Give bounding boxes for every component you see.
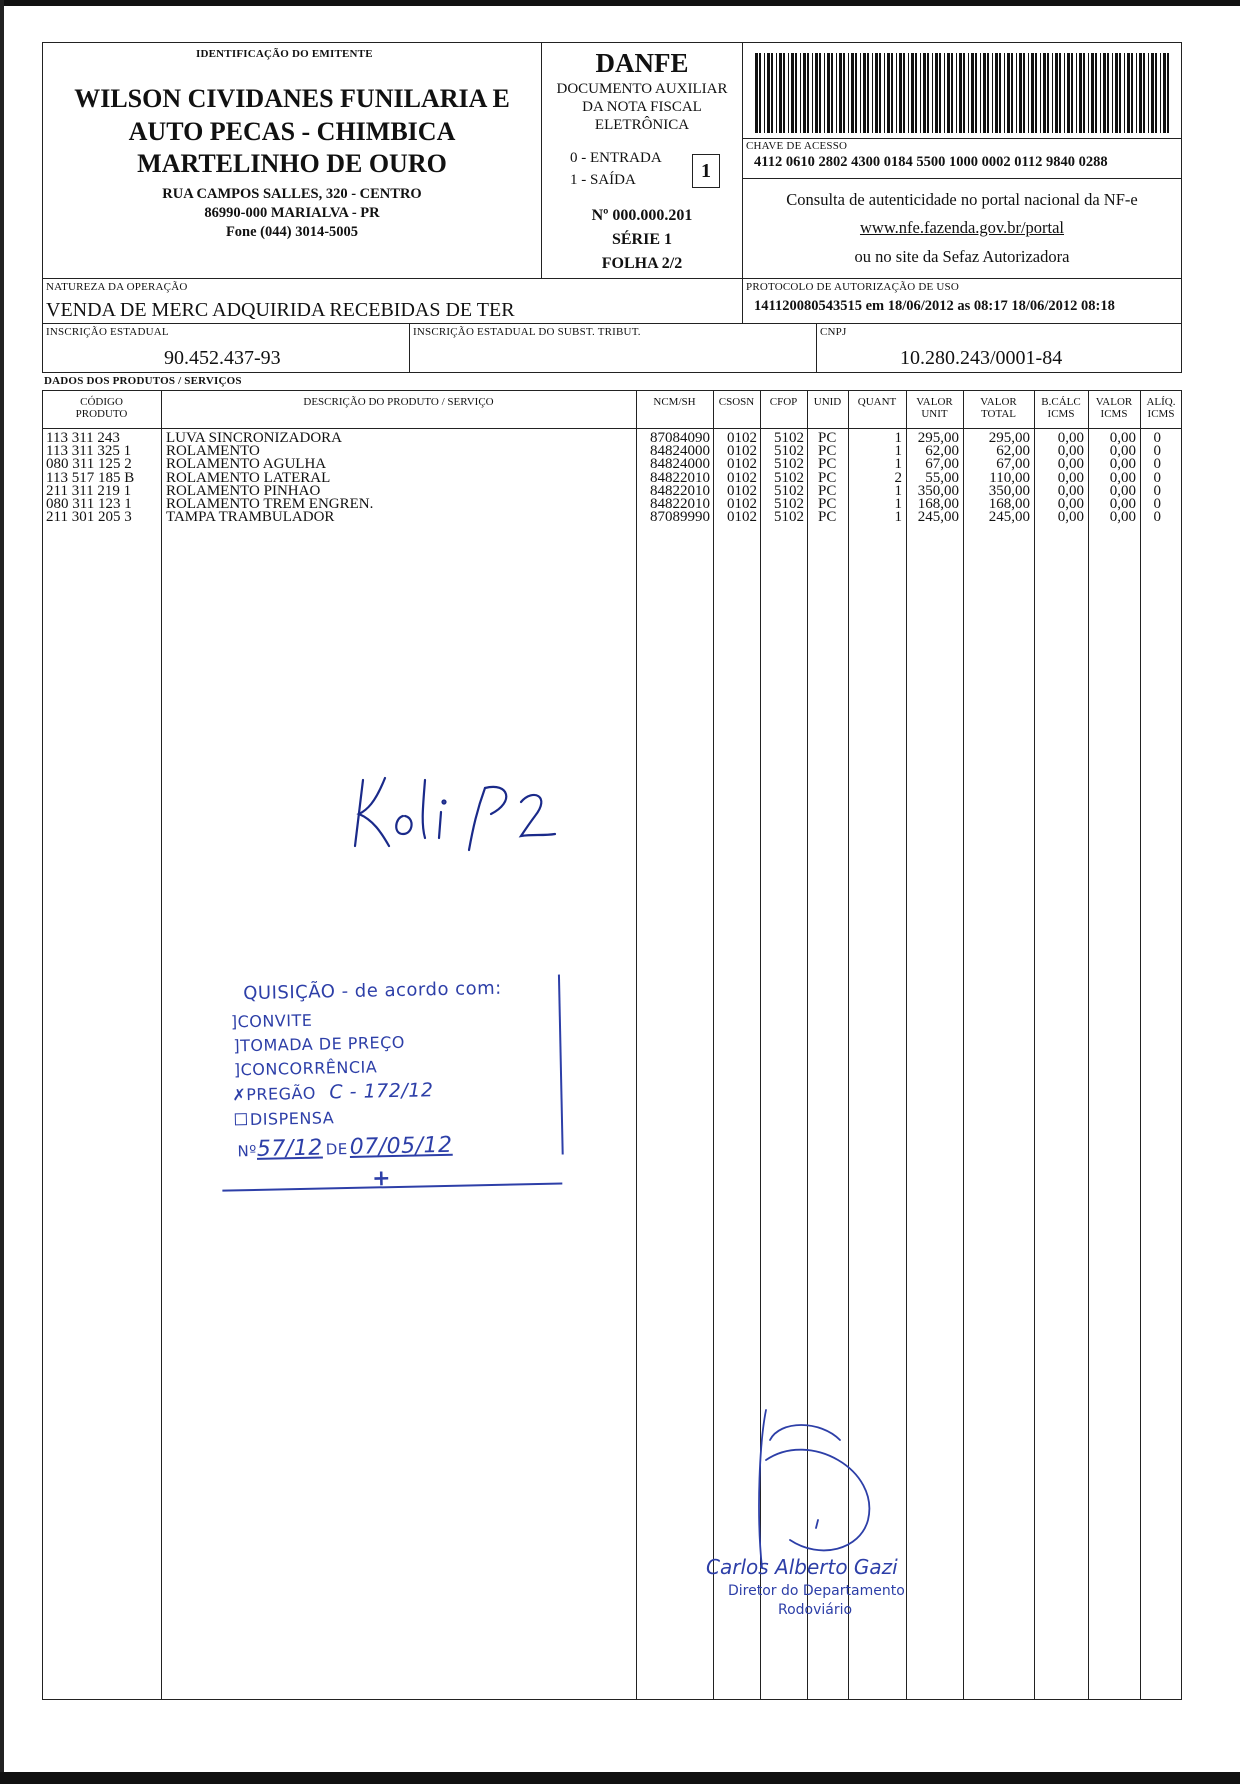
barcode-bar	[1139, 53, 1142, 133]
produtos-table	[42, 390, 1182, 1700]
col-divider	[1088, 390, 1089, 1700]
barcode-bar	[995, 53, 998, 133]
cell-vtotal: 110,00	[989, 469, 1030, 486]
cell-quant: 2	[894, 469, 902, 486]
barcode-bar	[860, 53, 861, 133]
barcode-bar	[767, 53, 770, 133]
barcode-bar	[911, 53, 914, 133]
barcode-bar	[1059, 53, 1061, 133]
barcode-bar	[836, 53, 837, 133]
header-vicms-line2: ICMS	[1100, 408, 1128, 420]
cell-vtotal: 62,00	[996, 443, 1030, 460]
cell-cfop: 5102	[774, 430, 804, 446]
barcode-bar	[812, 53, 813, 133]
cell-ncm: 84822010	[650, 496, 710, 512]
cell-codigo: 113 311 243	[46, 430, 120, 446]
barcode-bar	[872, 53, 873, 133]
emitente-address-line2: 86990-000 MARIALVA - PR	[204, 205, 380, 221]
signature-title-line2: Rodoviário	[778, 1602, 853, 1618]
natureza-label: NATUREZA DA OPERAÇÃO	[46, 281, 188, 293]
cell-csosn: 0102	[727, 509, 757, 526]
barcode-bar	[956, 53, 957, 133]
cell-cfop: 5102	[774, 469, 804, 486]
header-bcalc-line2: ICMS	[1047, 408, 1075, 420]
cell-unid: PC	[818, 509, 837, 526]
barcode-bar	[843, 53, 845, 133]
barcode-bar	[983, 53, 986, 133]
cell-vicms: 0,00	[1109, 443, 1136, 460]
cell-vunit: 55,00	[925, 469, 959, 486]
danfe-numero: Nº 000.000.201	[591, 207, 693, 224]
cell-aliq: 0	[1153, 496, 1161, 512]
barcode-bar	[764, 53, 765, 133]
stamp-line7	[237, 1132, 453, 1162]
barcode-bar	[1019, 53, 1022, 133]
barcode-bar	[1167, 53, 1169, 133]
barcode-bar	[839, 53, 842, 133]
barcode-bar	[1079, 53, 1082, 133]
cell-quant: 1	[894, 509, 902, 526]
barcode-bar	[1148, 53, 1149, 133]
barcode-bar	[992, 53, 993, 133]
cell-bcalc: 0,00	[1057, 456, 1084, 473]
stamp-date: 07/05/12	[349, 1132, 453, 1160]
barcode-bar	[935, 53, 938, 133]
header-vunit-line2: UNIT	[921, 408, 948, 420]
barcode-bar	[776, 53, 777, 133]
header-codigo-line2: PRODUTO	[75, 408, 128, 420]
barcode-bar	[968, 53, 969, 133]
barcode-bar	[1064, 53, 1065, 133]
barcode-bar	[1131, 53, 1133, 133]
cell-aliq: 0	[1153, 430, 1161, 446]
cell-codigo: 113 517 185 B	[46, 469, 135, 486]
stamp-dispensa: DISPENSA	[249, 1108, 335, 1130]
header-descricao: DESCRIÇÃO DO PRODUTO / SERVIÇO	[303, 396, 494, 408]
barcode-bar	[903, 53, 905, 133]
header-vunit-line1: VALOR	[916, 396, 953, 408]
pregao-checkbox-mark: ✗	[232, 1085, 247, 1105]
barcode-bar	[887, 53, 890, 133]
barcode-bar	[947, 53, 950, 133]
cell-vicms: 0,00	[1109, 469, 1136, 486]
stamp-line3: ]TOMADA DE PREÇO	[233, 1032, 406, 1056]
barcode-bar	[939, 53, 941, 133]
header-bcalc-line1: B.CÁLC	[1041, 396, 1081, 408]
cell-quant: 1	[894, 496, 902, 512]
stamp-line4: ]CONCORRÊNCIA	[233, 1057, 378, 1080]
header-aliq-line2: ICMS	[1147, 408, 1175, 420]
col-divider	[1034, 390, 1035, 1700]
barcode-bar	[807, 53, 809, 133]
barcode-bar	[896, 53, 897, 133]
cell-codigo: 080 311 125 2	[46, 456, 132, 473]
barcode-bar	[1067, 53, 1070, 133]
natureza-value: VENDA DE MERC ADQUIRIDA RECEBIDAS DE TER	[46, 299, 515, 321]
barcode-bar	[791, 53, 794, 133]
header-vicms	[1088, 396, 1140, 420]
barcode-bar	[1151, 53, 1154, 133]
cell-vunit: 67,00	[925, 456, 959, 473]
cell-quant: 1	[894, 482, 902, 499]
stamp-line6	[235, 1107, 335, 1131]
cell-codigo: 080 311 123 1	[46, 496, 132, 512]
cell-aliq: 0	[1153, 469, 1161, 486]
cell-csosn: 0102	[727, 443, 757, 460]
barcode-bar	[1031, 53, 1034, 133]
barcode	[755, 53, 1171, 133]
produtos-header-divider	[42, 428, 1182, 429]
signature-mark	[700, 1400, 910, 1580]
header-bcalc	[1034, 396, 1088, 420]
barcode-bar	[867, 53, 869, 133]
cell-vtotal: 168,00	[988, 496, 1030, 512]
inscricao-label: INSCRIÇÃO ESTADUAL	[46, 326, 169, 338]
scan-top-edge	[0, 0, 1240, 6]
signature-title-line1: Diretor do Departamento	[728, 1583, 905, 1599]
danfe-subtitle-line3: ELETRÔNICA	[594, 117, 690, 133]
cell-quant: 1	[894, 443, 902, 460]
header-unid: UNID	[813, 396, 842, 408]
emitente-address-line1: RUA CAMPOS SALLES, 320 - CENTRO	[162, 186, 422, 202]
header-vunit	[906, 396, 963, 420]
cell-ncm: 87089990	[650, 509, 710, 526]
header-vtotal-line1: VALOR	[980, 396, 1017, 408]
emitente-name-line2: AUTO PECAS - CHIMBICA	[128, 117, 456, 146]
danfe-subtitle-line2: DA NOTA FISCAL	[582, 99, 702, 115]
cell-cfop: 5102	[774, 509, 804, 526]
barcode-bar	[884, 53, 885, 133]
barcode-bar	[1107, 53, 1109, 133]
cell-csosn: 0102	[727, 456, 757, 473]
consulta-line1: Consulta de autenticidade no portal nacional da NF-e	[786, 190, 1138, 209]
cell-quant: 1	[894, 456, 902, 473]
cell-vicms: 0,00	[1109, 430, 1136, 446]
cell-unid: PC	[818, 443, 837, 460]
col-divider	[963, 390, 964, 1700]
barcode-bar	[951, 53, 953, 133]
barcode-bar	[1004, 53, 1005, 133]
cell-descricao: TAMPA TRAMBULADOR	[166, 509, 335, 526]
barcode-bar	[1055, 53, 1058, 133]
cell-vicms: 0,00	[1109, 482, 1136, 499]
barcode-bar	[1076, 53, 1077, 133]
danfe-tipo-box: 1	[692, 154, 720, 188]
barcode-bar	[875, 53, 878, 133]
stamp-border-right	[558, 975, 564, 1155]
barcode-bar	[1143, 53, 1145, 133]
barcode-bar	[1119, 53, 1121, 133]
consulta-line3: ou no site da Sefaz Autorizadora	[854, 247, 1070, 266]
scan-bottom-edge	[0, 1772, 1240, 1784]
barcode-bar	[759, 53, 761, 133]
barcode-bar	[971, 53, 974, 133]
barcode-bar	[824, 53, 825, 133]
danfe-folha: FOLHA 2/2	[601, 255, 683, 272]
chave-divider	[742, 138, 1182, 139]
consulta-url[interactable]: www.nfe.fazenda.gov.br/portal	[859, 218, 1065, 237]
stamp-pregao-hand: C - 172/12	[329, 1079, 434, 1104]
barcode-bar	[923, 53, 926, 133]
cell-vtotal: 295,00	[988, 430, 1030, 446]
stamp-mark: +	[371, 1166, 391, 1192]
emitente-section-label: IDENTIFICAÇÃO DO EMITENTE	[196, 48, 373, 60]
header-vicms-line1: VALOR	[1095, 396, 1133, 408]
header-quant: QUANT	[857, 396, 897, 408]
barcode-bar	[863, 53, 866, 133]
header-csosn: CSOSN	[718, 396, 755, 408]
handwritten-note-text: Koli P2	[345, 758, 349, 759]
barcode-bar	[1160, 53, 1161, 133]
cell-bcalc: 0,00	[1057, 443, 1084, 460]
barcode-bar	[1028, 53, 1029, 133]
barcode-bar	[1040, 53, 1041, 133]
header-codigo	[42, 396, 161, 420]
cell-bcalc: 0,00	[1057, 469, 1084, 486]
cell-csosn: 0102	[727, 469, 757, 486]
stamp-line2: ]CONVITE	[230, 1010, 313, 1032]
cnpj-value: 10.280.243/0001-84	[900, 347, 1063, 369]
cell-vicms: 0,00	[1109, 496, 1136, 512]
protocolo-label: PROTOCOLO DE AUTORIZAÇÃO DE USO	[746, 281, 959, 293]
cell-codigo: 211 301 205 3	[46, 509, 132, 526]
cell-descricao: ROLAMENTO	[166, 443, 260, 460]
barcode-bar	[1023, 53, 1025, 133]
cell-unid: PC	[818, 482, 837, 499]
cell-vicms: 0,00	[1109, 509, 1136, 526]
stamp-line1: QUISIÇÃO - de acordo com:	[243, 977, 502, 1005]
stamp-numero: 57/12	[256, 1135, 323, 1162]
cell-csosn: 0102	[727, 482, 757, 499]
header-codigo-line1: CÓDIGO	[80, 396, 123, 408]
barcode-bar	[1016, 53, 1017, 133]
stamp-line5	[232, 1079, 434, 1106]
stamp-numero-prefix: Nº	[237, 1141, 258, 1161]
barcode-bar	[1155, 53, 1157, 133]
barcode-bar	[980, 53, 981, 133]
barcode-bar	[855, 53, 857, 133]
barcode-bar	[803, 53, 806, 133]
barcode-bar	[963, 53, 965, 133]
cell-descricao: ROLAMENTO AGULHA	[166, 456, 327, 473]
cell-vtotal: 67,00	[996, 456, 1030, 473]
barcode-bar	[975, 53, 977, 133]
signature-name: Carlos Alberto Gazi	[706, 1555, 898, 1579]
header-vtotal-line2: TOTAL	[981, 408, 1016, 420]
chave-value: 4112 0610 2802 4300 0184 5500 1000 0002 0112 9840 0288	[754, 154, 1108, 170]
barcode-bar	[771, 53, 773, 133]
barcode-bar	[1088, 53, 1089, 133]
cell-aliq: 0	[1153, 456, 1161, 473]
barcode-bar	[1163, 53, 1166, 133]
cell-unid: PC	[818, 469, 837, 486]
barcode-bar	[795, 53, 797, 133]
cell-bcalc: 0,00	[1057, 509, 1084, 526]
cell-quant: 1	[894, 430, 902, 446]
barcode-bar	[1043, 53, 1046, 133]
cell-unid: PC	[818, 496, 837, 512]
barcode-bar	[1007, 53, 1010, 133]
cell-codigo: 211 311 219 1	[46, 482, 132, 499]
header-aliq-line1: ALÍQ.	[1146, 396, 1176, 408]
barcode-bar	[779, 53, 782, 133]
barcode-bar	[1071, 53, 1073, 133]
cell-cfop: 5102	[774, 456, 804, 473]
cell-ncm: 84824000	[650, 443, 710, 460]
barcode-bar	[1047, 53, 1049, 133]
subst-label: INSCRIÇÃO ESTADUAL DO SUBST. TRIBUT.	[413, 326, 641, 338]
cell-ncm: 84822010	[650, 469, 710, 486]
cell-descricao: LUVA SINCRONIZADORA	[166, 430, 342, 446]
cell-ncm: 84824000	[650, 456, 710, 473]
emitente-name-line1: WILSON CIVIDANES FUNILARIA E	[74, 84, 510, 113]
col-divider	[161, 390, 162, 1700]
header-cfop: CFOP	[769, 396, 798, 408]
barcode-bar	[1011, 53, 1013, 133]
barcode-bar	[783, 53, 785, 133]
protocolo-value: 141120080543515 em 18/06/2012 as 08:17 18/06/2012 08:18	[754, 298, 1115, 314]
scan-left-edge	[0, 0, 4, 1784]
barcode-bar	[851, 53, 854, 133]
cell-vunit: 62,00	[925, 443, 959, 460]
danfe-title: DANFE	[595, 48, 689, 78]
barcode-bar	[1083, 53, 1085, 133]
barcode-bar	[1112, 53, 1113, 133]
col-divider	[636, 390, 637, 1700]
barcode-bar	[815, 53, 818, 133]
barcode-bar	[755, 53, 758, 133]
cell-ncm: 84822010	[650, 482, 710, 499]
cell-vunit: 295,00	[917, 430, 959, 446]
barcode-bar	[1091, 53, 1094, 133]
barcode-bar	[827, 53, 830, 133]
dispensa-checkbox	[235, 1113, 247, 1125]
cell-codigo: 113 311 325 1	[46, 443, 132, 460]
cell-vunit: 168,00	[917, 496, 959, 512]
cell-bcalc: 0,00	[1057, 496, 1084, 512]
header-ncm: NCM/SH	[653, 396, 696, 408]
barcode-bar	[920, 53, 921, 133]
barcode-bar	[831, 53, 833, 133]
barcode-bar	[1052, 53, 1053, 133]
barcode-bar	[899, 53, 902, 133]
cell-bcalc: 0,00	[1057, 482, 1084, 499]
aquisicao-stamp	[218, 956, 573, 1193]
barcode-bar	[932, 53, 933, 133]
barcode-bar	[915, 53, 917, 133]
barcode-bar	[1100, 53, 1101, 133]
barcode-bar	[987, 53, 989, 133]
cell-csosn: 0102	[727, 496, 757, 512]
header-aliq	[1140, 396, 1182, 420]
cell-vunit: 245,00	[917, 509, 959, 526]
chave-label: CHAVE DE ACESSO	[746, 140, 848, 152]
chave-divider-2	[742, 178, 1182, 179]
handwritten-note	[345, 758, 575, 858]
cell-descricao: ROLAMENTO TREM ENGREN.	[166, 496, 374, 512]
barcode-bar	[879, 53, 881, 133]
produtos-section-label: DADOS DOS PRODUTOS / SERVIÇOS	[44, 375, 242, 387]
barcode-bar	[1103, 53, 1106, 133]
cell-vtotal: 245,00	[988, 509, 1030, 526]
emitente-name-line3: MARTELINHO DE OURO	[137, 149, 447, 178]
cell-cfop: 5102	[774, 482, 804, 499]
cell-aliq: 0	[1153, 509, 1161, 526]
barcode-bar	[959, 53, 962, 133]
barcode-bar	[1124, 53, 1125, 133]
cell-unid: PC	[818, 430, 837, 446]
barcode-bar	[800, 53, 801, 133]
barcode-bar	[999, 53, 1001, 133]
stamp-de: DE	[325, 1140, 348, 1159]
cell-aliq: 0	[1153, 482, 1161, 499]
header-vtotal	[963, 396, 1034, 420]
cell-descricao: ROLAMENTO LATERAL	[166, 469, 331, 486]
barcode-bar	[944, 53, 945, 133]
emitente-phone: Fone (044) 3014-5005	[225, 224, 359, 240]
barcode-bar	[1136, 53, 1137, 133]
cnpj-label: CNPJ	[820, 326, 847, 338]
cell-ncm: 87084090	[650, 430, 710, 446]
cell-csosn: 0102	[727, 430, 757, 446]
barcode-bar	[908, 53, 909, 133]
danfe-entrada: 0 - ENTRADA	[570, 150, 662, 166]
barcode-bar	[819, 53, 821, 133]
danfe-subtitle-line1: DOCUMENTO AUXILIAR	[556, 81, 728, 97]
cell-vtotal: 350,00	[988, 482, 1030, 499]
barcode-bar	[1115, 53, 1118, 133]
barcode-bar	[1035, 53, 1037, 133]
inscricao-value: 90.452.437-93	[164, 347, 281, 369]
cell-vicms: 0,00	[1109, 456, 1136, 473]
cell-unid: PC	[818, 456, 837, 473]
barcode-bar	[848, 53, 849, 133]
cell-vunit: 350,00	[917, 482, 959, 499]
cell-bcalc: 0,00	[1057, 430, 1084, 446]
cell-descricao: ROLAMENTO PINHAO	[166, 482, 321, 499]
cell-aliq: 0	[1153, 443, 1161, 460]
danfe-serie: SÉRIE 1	[611, 231, 673, 248]
col-divider	[1140, 390, 1141, 1700]
barcode-bar	[1127, 53, 1130, 133]
cell-cfop: 5102	[774, 443, 804, 460]
barcode-bar	[1095, 53, 1097, 133]
barcode-bar	[891, 53, 893, 133]
cell-cfop: 5102	[774, 496, 804, 512]
danfe-saida: 1 - SAÍDA	[570, 172, 636, 188]
barcode-bar	[788, 53, 789, 133]
stamp-pregao: PREGÃO	[246, 1083, 316, 1105]
barcode-bar	[927, 53, 929, 133]
